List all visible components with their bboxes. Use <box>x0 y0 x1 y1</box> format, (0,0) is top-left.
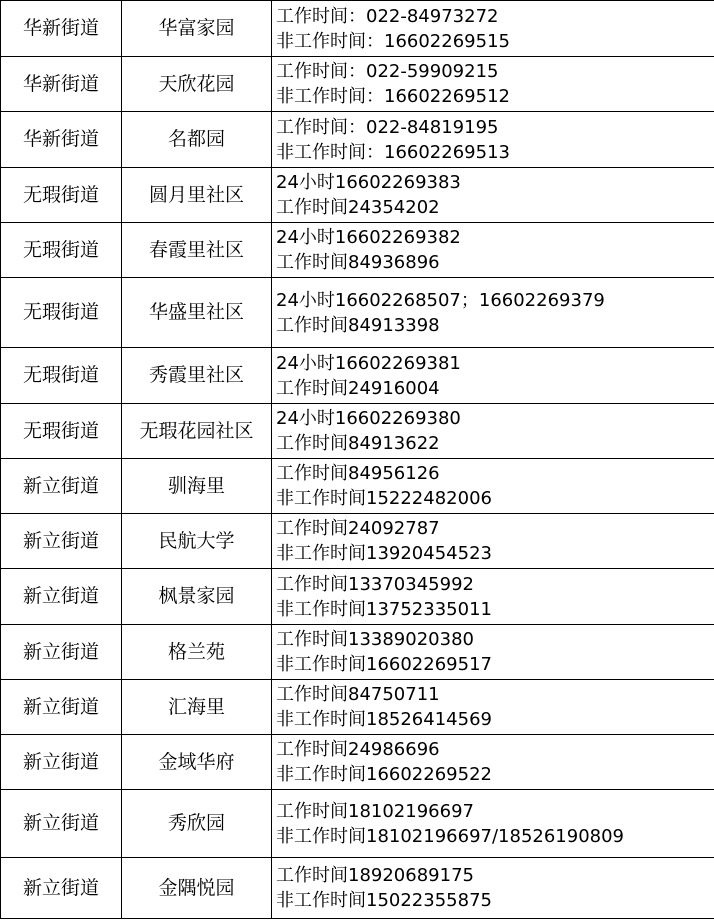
contact-line: 非工作时间13920454523 <box>276 543 492 564</box>
contact-line: 工作时间：022-59909215 <box>276 61 499 82</box>
contact-line: 工作时间：022-84819195 <box>276 116 499 138</box>
community-cell: 天欣花园 <box>122 57 272 112</box>
table-row <box>1 1 714 57</box>
contact-cell <box>272 514 714 569</box>
contact-cell <box>272 57 714 112</box>
contact-cell <box>272 112 714 168</box>
street-cell: 华新街道 <box>1 1 122 57</box>
street-cell: 新立街道 <box>1 514 122 569</box>
contact-cell <box>272 790 714 858</box>
street-cell: 新立街道 <box>1 625 122 680</box>
contact-line: 工作时间13370345992 <box>276 573 474 595</box>
community-cell: 金隅悦园 <box>122 858 272 919</box>
contact-line: 非工作时间18102196697/18526190809 <box>276 825 625 847</box>
contact-line: 工作时间13389020380 <box>276 629 474 650</box>
street-cell: 新立街道 <box>1 735 122 790</box>
street-cell: 华新街道 <box>1 57 122 112</box>
table-row <box>1 168 714 223</box>
contact-line: 工作时间84956126 <box>276 463 440 484</box>
street-cell: 新立街道 <box>1 858 122 919</box>
contact-cell <box>272 278 714 348</box>
table-row <box>1 57 714 112</box>
community-cell: 民航大学 <box>122 514 272 569</box>
contact-line: 工作时间：022-84973272 <box>276 5 499 27</box>
street-cell: 新立街道 <box>1 569 122 625</box>
community-cell: 驯海里 <box>122 459 272 514</box>
community-cell: 秀欣园 <box>122 790 272 858</box>
contact-line: 工作时间24986696 <box>276 739 440 760</box>
contact-cell <box>272 625 714 680</box>
contact-line: 非工作时间13752335011 <box>276 598 492 620</box>
contact-line: 工作时间84936896 <box>276 252 440 273</box>
table-row <box>1 278 714 348</box>
contact-line: 工作时间84913622 <box>276 433 440 454</box>
table-row <box>1 348 714 404</box>
contact-line: 24小时16602269383 <box>276 172 461 193</box>
contact-cell <box>272 735 714 790</box>
contact-line: 工作时间18102196697 <box>276 800 474 822</box>
community-cell: 汇海里 <box>122 680 272 735</box>
contact-line: 24小时16602269381 <box>276 352 461 374</box>
table-row <box>1 112 714 168</box>
contact-cell <box>272 223 714 278</box>
table-row <box>1 514 714 569</box>
community-cell: 格兰苑 <box>122 625 272 680</box>
street-cell: 无瑕街道 <box>1 278 122 348</box>
community-cell: 华盛里社区 <box>122 278 272 348</box>
street-cell: 新立街道 <box>1 790 122 858</box>
table-row <box>1 569 714 625</box>
table-row <box>1 790 714 858</box>
contact-cell <box>272 348 714 404</box>
community-cell: 名都园 <box>122 112 272 168</box>
contact-cell <box>272 404 714 459</box>
contact-line: 非工作时间：16602269513 <box>276 141 510 163</box>
contact-cell <box>272 459 714 514</box>
street-cell: 新立街道 <box>1 680 122 735</box>
contact-line: 工作时间24916004 <box>276 377 440 399</box>
table-row <box>1 223 714 278</box>
contact-cell <box>272 680 714 735</box>
community-cell: 圆月里社区 <box>122 168 272 223</box>
contact-cell <box>272 1 714 57</box>
community-cell: 枫景家园 <box>122 569 272 625</box>
street-cell: 无瑕街道 <box>1 168 122 223</box>
contact-line: 工作时间24092787 <box>276 518 440 539</box>
community-cell: 华富家园 <box>122 1 272 57</box>
contact-table-body <box>1 1 714 919</box>
contact-line: 24小时16602268507；16602269379 <box>276 289 605 311</box>
contact-line: 24小时16602269380 <box>276 408 461 429</box>
street-cell: 无瑕街道 <box>1 404 122 459</box>
table-row <box>1 735 714 790</box>
table-row <box>1 858 714 919</box>
contact-cell <box>272 858 714 919</box>
contact-line: 非工作时间18526414569 <box>276 709 492 730</box>
contact-line: 非工作时间16602269517 <box>276 654 492 675</box>
contact-cell <box>272 569 714 625</box>
table-row <box>1 459 714 514</box>
contact-line: 工作时间18920689175 <box>276 865 474 886</box>
street-cell: 无瑕街道 <box>1 348 122 404</box>
contact-cell <box>272 168 714 223</box>
contact-line: 非工作时间：16602269515 <box>276 30 510 52</box>
community-cell: 无瑕花园社区 <box>122 404 272 459</box>
street-cell: 华新街道 <box>1 112 122 168</box>
contact-line: 工作时间84913398 <box>276 314 440 336</box>
contact-line: 非工作时间15022355875 <box>276 890 492 911</box>
contact-line: 24小时16602269382 <box>276 227 461 248</box>
table-row <box>1 680 714 735</box>
contact-line: 非工作时间16602269522 <box>276 764 492 785</box>
table-row <box>1 625 714 680</box>
community-cell: 秀霞里社区 <box>122 348 272 404</box>
contact-line: 非工作时间：16602269512 <box>276 86 510 107</box>
contact-line: 工作时间24354202 <box>276 197 440 218</box>
community-cell: 春霞里社区 <box>122 223 272 278</box>
contact-line: 工作时间84750711 <box>276 684 440 705</box>
community-cell: 金域华府 <box>122 735 272 790</box>
contact-line: 非工作时间15222482006 <box>276 488 492 509</box>
street-cell: 无瑕街道 <box>1 223 122 278</box>
street-cell: 新立街道 <box>1 459 122 514</box>
table-row <box>1 404 714 459</box>
